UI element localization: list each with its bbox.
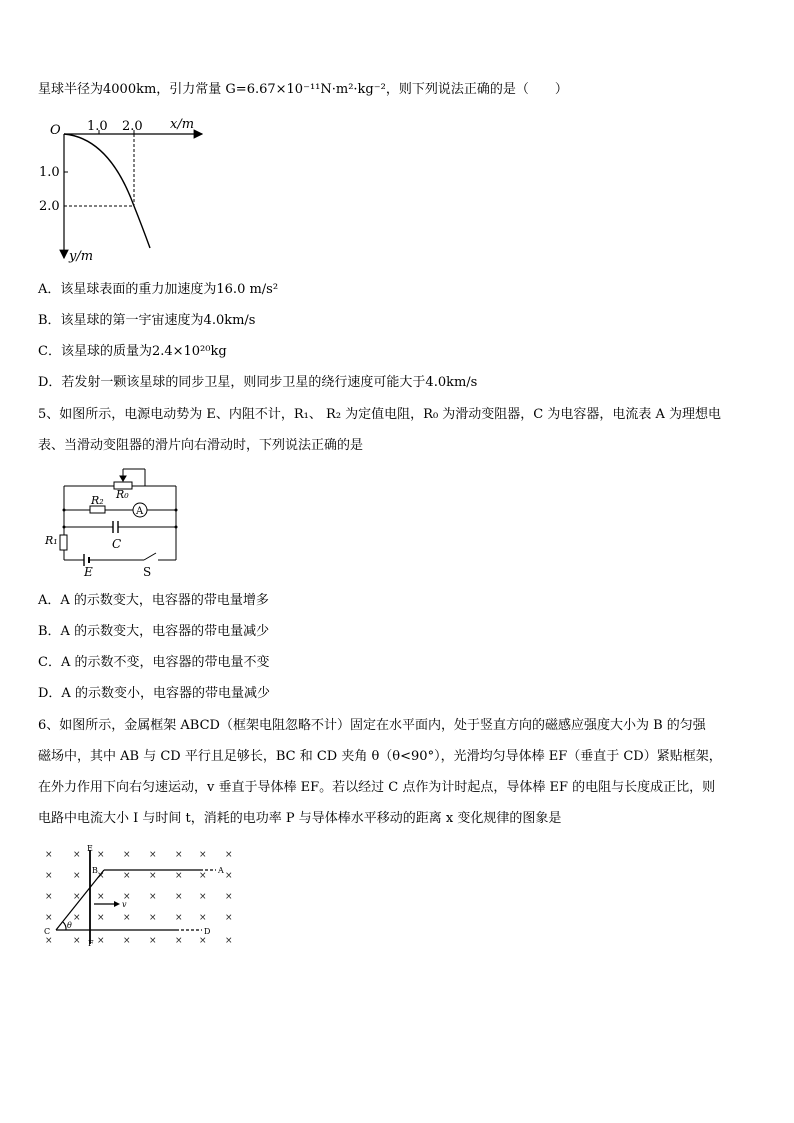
q5-stem-line-2: 表、当滑动变阻器的滑片向右滑动时，下列说法正确的是: [38, 438, 364, 453]
label-v: v: [122, 900, 127, 909]
r2-label: R₂: [91, 494, 104, 507]
field-cross-mark: ×: [123, 892, 131, 902]
x-tick-1: 1.0: [87, 119, 108, 134]
question-intro-line: 星球半径为4000km，引力常量 G=6.67×10⁻¹¹N·m²·kg⁻²，则下列说法正确的是（ ）: [38, 82, 568, 97]
field-cross-mark: ×: [45, 871, 53, 881]
r0-label: R₀: [116, 488, 129, 501]
field-cross-mark: ×: [45, 892, 53, 902]
field-cross-mark: ×: [199, 871, 207, 881]
field-cross-mark: ×: [175, 892, 183, 902]
q6-stem-line-1: 6、如图所示，金属框架 ABCD（框架电阻忽略不计）固定在水平面内，处于竖直方向的磁感应强度大小为 B 的匀强: [38, 718, 706, 733]
q4-option-c: C．该星球的质量为2.4×10²⁰kg: [38, 344, 227, 359]
field-cross-mark: ×: [97, 871, 105, 881]
field-cross-mark: ×: [73, 913, 81, 923]
trajectory-graph: [34, 108, 230, 266]
q5-stem-line-1: 5、如图所示，电源电动势为 E、内阻不计，R₁、 R₂ 为定值电阻，R₀ 为滑动变阻器，C 为电容器，电流表 A 为理想电: [38, 407, 722, 422]
q5-option-b: B．A 的示数变大，电容器的带电量减少: [38, 624, 270, 639]
x-axis-label: x/m: [170, 117, 195, 132]
field-cross-mark: ×: [149, 913, 157, 923]
field-cross-mark: ×: [225, 936, 233, 946]
field-cross-mark: ×: [225, 913, 233, 923]
field-cross-mark: ×: [97, 850, 105, 860]
field-cross-mark: ×: [123, 871, 131, 881]
field-cross-mark: ×: [149, 871, 157, 881]
field-cross-mark: ×: [225, 850, 233, 860]
q6-stem-line-2: 磁场中，其中 AB 与 CD 平行且足够长，BC 和 CD 夹角 θ（θ<90°），光滑均匀导体棒 EF（垂直于 CD）紧贴框架，: [38, 749, 722, 764]
field-cross-mark: ×: [199, 892, 207, 902]
field-cross-mark: ×: [73, 892, 81, 902]
q5-option-d: D．A 的示数变小，电容器的带电量减少: [38, 686, 270, 701]
field-cross-mark: ×: [97, 936, 105, 946]
field-cross-mark: ×: [225, 871, 233, 881]
r1-label: R₁: [45, 534, 58, 547]
field-cross-mark: ×: [225, 892, 233, 902]
field-cross-mark: ×: [97, 913, 105, 923]
field-cross-mark: ×: [45, 936, 53, 946]
label-d: D: [204, 927, 211, 936]
field-cross-mark: ×: [149, 892, 157, 902]
magnetic-frame-diagram: [38, 842, 238, 950]
field-cross-mark: ×: [149, 850, 157, 860]
resistor-r2: [90, 506, 105, 513]
q5-option-c: C．A 的示数不变，电容器的带电量不变: [38, 655, 270, 670]
switch-s: [144, 553, 156, 560]
label-e: E: [87, 844, 93, 853]
field-cross-mark: ×: [149, 936, 157, 946]
y-tick-1: 1.0: [39, 165, 60, 180]
field-cross-mark: ×: [175, 850, 183, 860]
field-cross-mark: ×: [123, 913, 131, 923]
origin-label: O: [50, 123, 61, 138]
field-cross-mark: ×: [175, 936, 183, 946]
field-cross-mark: ×: [97, 892, 105, 902]
circuit-diagram: [40, 462, 190, 580]
field-cross-mark: ×: [123, 936, 131, 946]
field-cross-mark: ×: [199, 936, 207, 946]
field-cross-mark: ×: [123, 850, 131, 860]
field-cross-mark: ×: [175, 871, 183, 881]
label-theta: θ: [67, 921, 72, 930]
field-cross-mark: ×: [175, 913, 183, 923]
q4-option-d: D．若发射一颗该星球的同步卫星，则同步卫星的绕行速度可能大于4.0km/s: [38, 375, 478, 390]
q6-stem-line-3: 在外力作用下向右匀速运动，v 垂直于导体棒 EF。若以经过 C 点作为计时起点，导体棒 EF 的电阻与长度成正比，则: [38, 780, 716, 795]
label-a: A: [218, 866, 224, 875]
label-f: F: [88, 939, 94, 948]
trajectory-curve: [64, 134, 150, 248]
field-cross-mark: ×: [73, 850, 81, 860]
field-cross-mark: ×: [73, 936, 81, 946]
field-cross-mark: ×: [45, 913, 53, 923]
label-b: B: [92, 866, 98, 875]
q4-option-b: B．该星球的第一宇宙速度为4.0km/s: [38, 313, 256, 328]
field-cross-mark: ×: [199, 850, 207, 860]
y-tick-2: 2.0: [39, 199, 60, 214]
switch-label: S: [143, 565, 152, 579]
field-cross-mark: ×: [199, 913, 207, 923]
label-c: C: [44, 927, 51, 936]
x-tick-2: 2.0: [122, 119, 143, 134]
battery-label: E: [84, 565, 93, 579]
field-cross-mark: ×: [45, 850, 53, 860]
q4-option-a: A．该星球表面的重力加速度为16.0 m/s²: [38, 282, 279, 297]
resistor-r1: [60, 535, 67, 550]
field-cross-mark: ×: [73, 871, 81, 881]
q6-stem-line-4: 电路中电流大小 I 与时间 t，消耗的电功率 P 与导体棒水平移动的距离 x 变化规律的图象是: [38, 811, 562, 826]
ammeter-label: A: [136, 506, 144, 517]
capacitor-label: C: [112, 537, 122, 551]
q5-option-a: A．A 的示数变大，电容器的带电量增多: [38, 593, 269, 608]
y-axis-label: y/m: [69, 249, 94, 264]
